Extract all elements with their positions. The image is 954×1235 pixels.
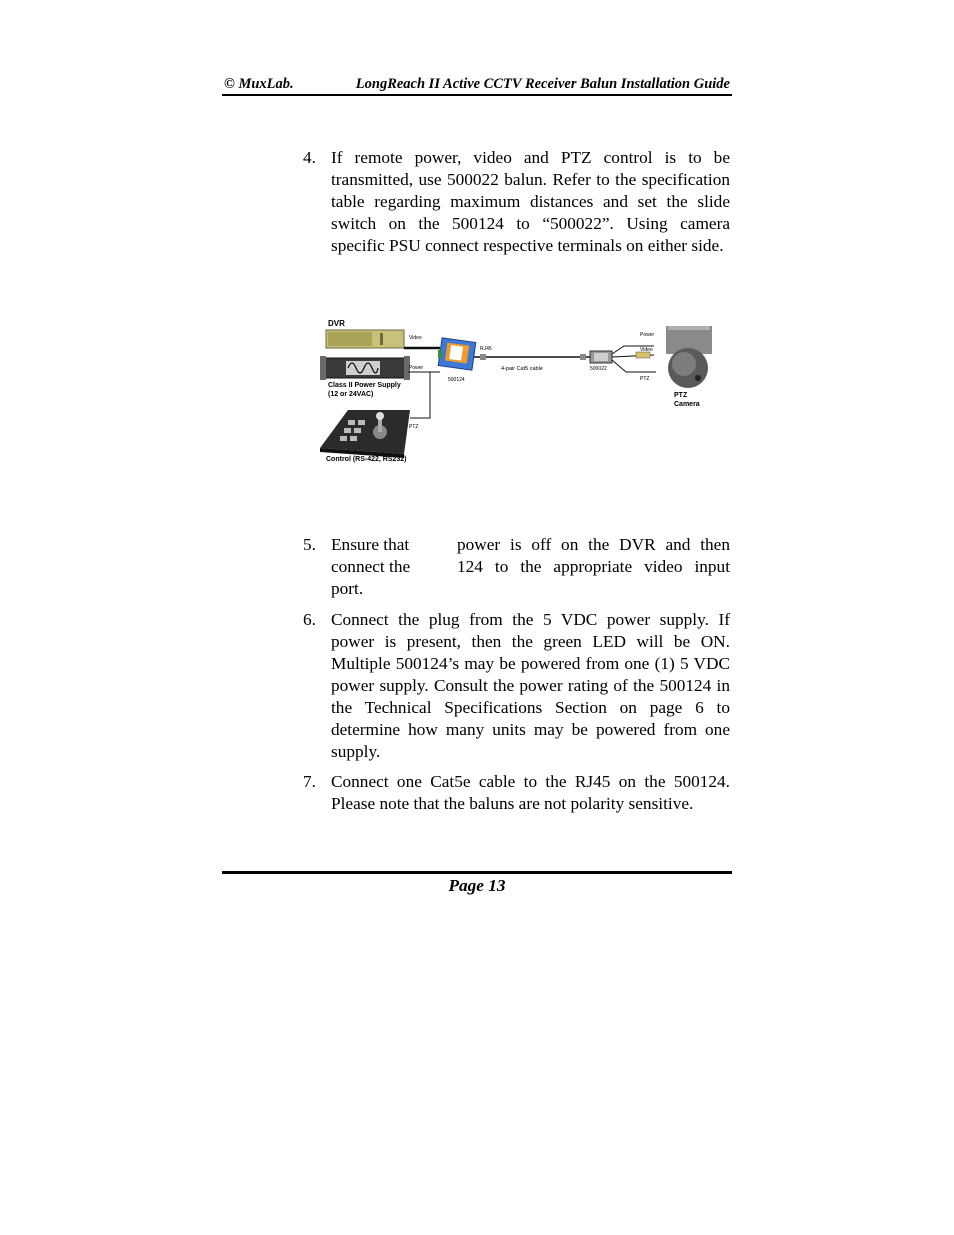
list-text-fragment: connect the [331,557,411,576]
header-copyright: © MuxLab. [224,76,294,92]
list-line [331,534,730,556]
footer-divider [222,871,732,874]
list-number: 4. [303,148,316,167]
power-supply-label-1: Class II Power Supply [328,382,401,389]
list-item-5 [303,534,730,600]
power-left-label: Power [409,365,424,371]
list-number: 5. [303,535,316,554]
running-header [222,74,732,96]
video-right-label: Video [640,347,653,353]
dvr-label: DVR [328,319,345,328]
power-supply-label-2: (12 or 24VAC) [328,391,374,398]
list-text-fragment: 124 to the appropriate video input [457,557,730,576]
list-number: 7. [303,772,316,791]
header-guide-title: LongReach II Active CCTV Receiver Balun Installation Guide [355,76,730,92]
list-text-fragment: port. [331,579,364,598]
list-line [331,578,730,600]
transmitter-id-label: 500022 [590,366,607,372]
transmitter-balun-device [590,351,612,363]
video-left-label: Video [409,335,422,341]
power-supply-device [320,356,410,380]
ptz-right-label: PTZ [640,376,650,382]
cable-label: 4-pair Cat5 cable [501,366,543,372]
list-text: If remote power, video and PTZ control is to be transmitted, use 500022 balun. Refer to the specification table regarding maximum distances and set the slide switch on the 500124 to “500022”. Using camera specific PSU connect respective terminals on either side. [331,148,730,255]
camera-label-2: Camera [674,401,700,408]
list-item-6 [303,609,730,763]
list-text: Connect one Cat5e cable to the RJ45 on the 500124. Please note that the baluns are not polarity sensitive. [331,772,730,813]
list-number: 6. [303,610,316,629]
wiring-diagram [318,316,718,466]
page-number: Page 13 [448,876,506,895]
list-line [331,556,730,578]
ptz-camera-device [666,326,712,388]
list-item-7 [303,771,730,815]
list-text-fragment: power is off on the DVR and then [457,535,730,554]
camera-label-1: PTZ [674,392,688,399]
list-item-4 [303,147,730,257]
dvr-device [326,330,404,348]
list-text: Connect the plug from the 5 VDC power supply. If power is present, then the green LED will be ON. Multiple 500124’s may be powered from one (1) 5 VDC power supply. Consult the power rating of the 500124 in the Technical Specifications Section on page 6 to determine how many units may be powered from one supply. [331,610,730,761]
list-text-fragment: Ensure that [331,535,410,554]
receiver-id-label: 500124 [448,377,465,383]
power-right-label: Power [640,332,655,338]
rj45-label: RJ45 [480,346,492,352]
control-label: Control (RS-422, RS232) [326,456,407,463]
receiver-balun-device [438,338,476,370]
ptz-left-label: PTZ [409,424,419,430]
control-keyboard-device [320,410,410,458]
